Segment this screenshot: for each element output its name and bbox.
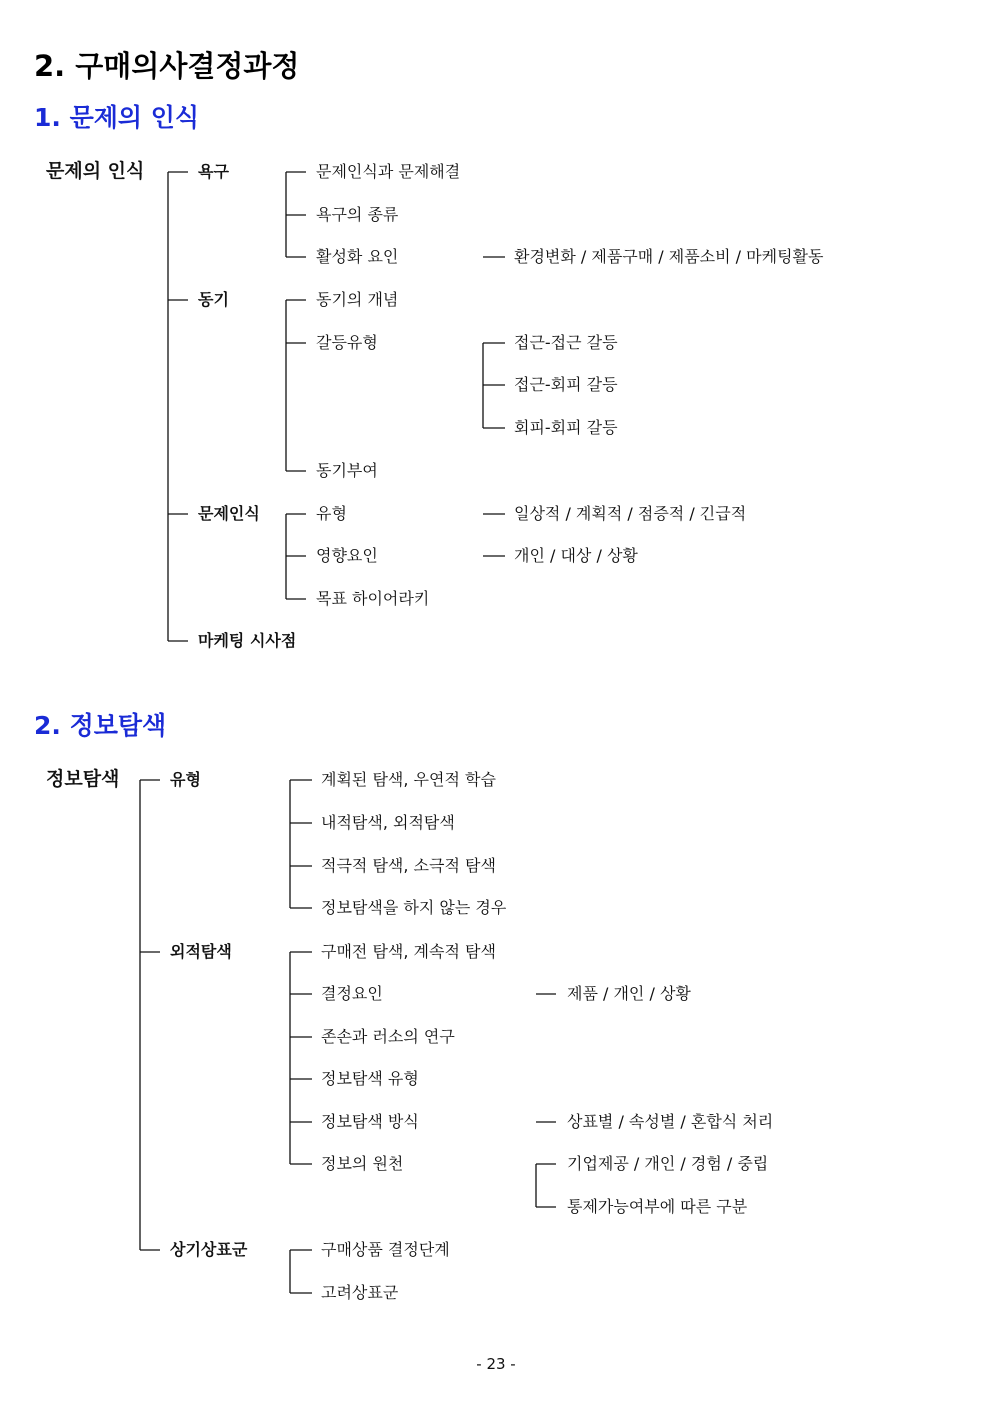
type-child-1: 내적탐색, 외적탐색 (321, 813, 455, 832)
page-number: - 23 - (476, 1355, 516, 1373)
motive-child-1: 갈등유형 (316, 333, 378, 352)
determinants: 제품 / 개인 / 상황 (567, 984, 691, 1003)
motive-child-2: 동기부여 (316, 461, 378, 480)
needs-child-2: 활성화 요인 (316, 247, 399, 266)
needs-child-1: 욕구의 종류 (316, 205, 399, 224)
activation-factors: 환경변화 / 제품구매 / 제품소비 / 마케팅활동 (514, 247, 824, 266)
problem-child-2: 목표 하이어라키 (316, 589, 430, 608)
external-label: 외적탐색 (170, 942, 232, 961)
problem-child-1: 영향요인 (316, 546, 378, 565)
external-child-0: 구매전 탐색, 계속적 탐색 (321, 942, 496, 961)
external-child-5: 정보의 원천 (321, 1154, 404, 1173)
section2-title: 2. 정보탐색 (34, 711, 167, 740)
type-child-2: 적극적 탐색, 소극적 탐색 (321, 856, 496, 875)
main-title: 2. 구매의사결정과정 (34, 49, 300, 83)
conflict-type-0: 접근-접근 갈등 (514, 333, 618, 352)
motive-child-0: 동기의 개념 (316, 290, 399, 309)
source-0: 기업제공 / 개인 / 경험 / 중립 (567, 1154, 769, 1173)
evoked-label: 상기상표군 (170, 1240, 248, 1259)
type-child-3: 정보탐색을 하지 않는 경우 (321, 898, 507, 917)
source-1: 통제가능여부에 따른 구분 (567, 1197, 748, 1216)
section2-root: 정보탐색 (46, 768, 120, 790)
type-child-0: 계획된 탐색, 우연적 학습 (321, 770, 496, 789)
problem-child-0: 유형 (316, 504, 347, 523)
type-label: 유형 (170, 770, 201, 789)
section1-root: 문제의 인식 (46, 160, 145, 182)
external-child-4: 정보탐색 방식 (321, 1112, 419, 1131)
needs-label: 욕구 (198, 162, 229, 181)
evoked-child-1: 고려상표군 (321, 1283, 399, 1302)
conflict-type-1: 접근-회피 갈등 (514, 375, 618, 394)
evoked-child-0: 구매상품 결정단계 (321, 1240, 450, 1259)
problem-types: 일상적 / 계획적 / 점증적 / 긴급적 (514, 504, 747, 523)
external-child-1: 결정요인 (321, 984, 383, 1003)
problem-factors: 개인 / 대상 / 상황 (514, 546, 638, 565)
section1-title: 1. 문제의 인식 (34, 103, 200, 132)
marketing-label: 마케팅 시사점 (198, 631, 297, 650)
motive-label: 동기 (198, 290, 229, 309)
problem-label: 문제인식 (198, 504, 260, 523)
external-child-2: 존손과 러소의 연구 (321, 1027, 455, 1046)
processing: 상표별 / 속성별 / 혼합식 처리 (567, 1112, 774, 1131)
needs-child-0: 문제인식과 문제해결 (316, 162, 461, 181)
external-child-3: 정보탐색 유형 (321, 1069, 419, 1088)
conflict-type-2: 회피-회피 갈등 (514, 418, 618, 437)
